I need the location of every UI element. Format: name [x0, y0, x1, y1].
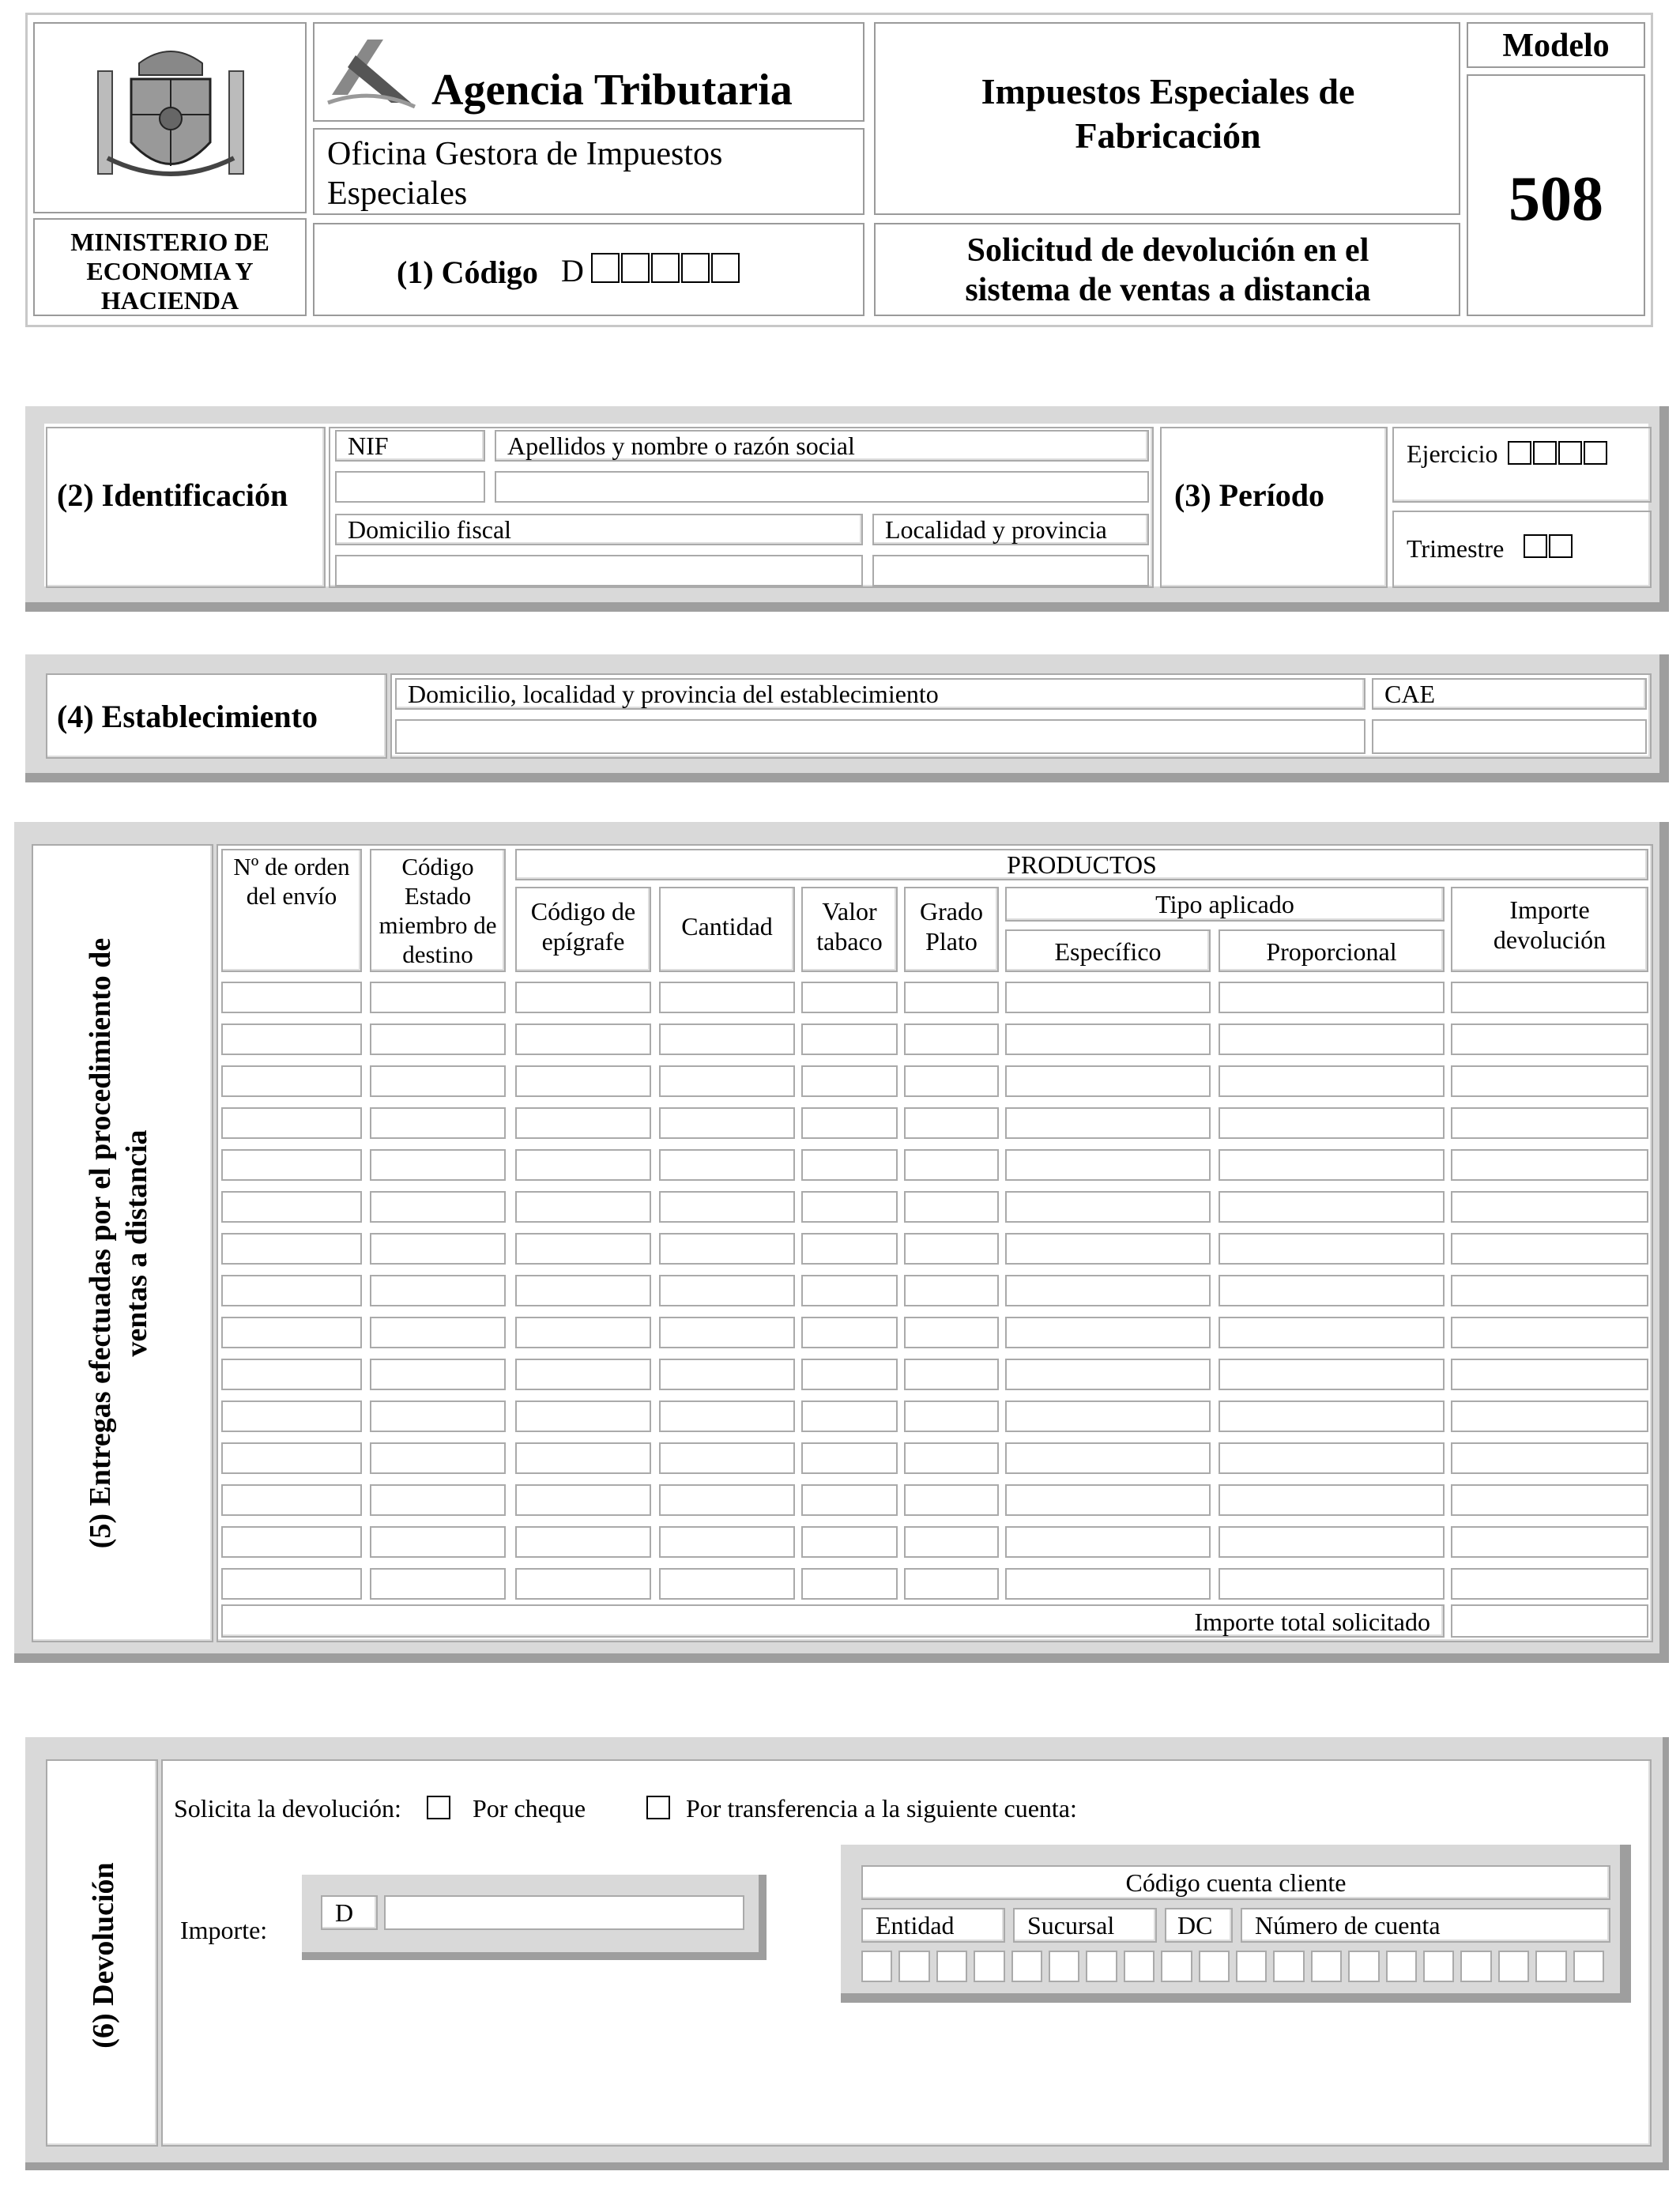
table-cell-input[interactable]: [515, 1442, 651, 1474]
table-cell-input[interactable]: [801, 1107, 898, 1139]
table-cell-input[interactable]: [1451, 1107, 1648, 1139]
table-cell-input[interactable]: [801, 1065, 898, 1097]
table-cell-input[interactable]: [1451, 1484, 1648, 1516]
agency-panel: [313, 22, 864, 122]
tax-title: Impuestos Especiales de Fabricación: [981, 71, 1355, 156]
cuenta-digit-box[interactable]: [1236, 1951, 1267, 1982]
table-cell-input[interactable]: [659, 1526, 795, 1558]
table-cell-input[interactable]: [370, 1275, 506, 1306]
table-cell-input[interactable]: [1451, 982, 1648, 1013]
cuenta-digit-box[interactable]: [974, 1951, 1004, 1982]
col-epigrafe-label: Código de epígrafe: [530, 897, 636, 956]
table-cell-input[interactable]: [515, 1317, 651, 1348]
table-cell-input[interactable]: [515, 1233, 651, 1265]
table-cell-input[interactable]: [515, 982, 651, 1013]
col-valor-header: [801, 887, 898, 972]
devolucion-title-box: [46, 1759, 158, 2147]
col-grado-header: [904, 887, 999, 972]
table-cell-input[interactable]: [1451, 1065, 1648, 1097]
table-cell-input[interactable]: [515, 1568, 651, 1600]
table-cell-input[interactable]: [221, 1275, 362, 1306]
agency-logo-icon: [324, 32, 419, 111]
table-cell-input[interactable]: [801, 982, 898, 1013]
table-cell-input[interactable]: [1451, 1442, 1648, 1474]
transferencia-label: Por transferencia a la siguiente cuenta:: [686, 1794, 1077, 1823]
cuenta-digit-box[interactable]: [1460, 1951, 1491, 1982]
table-cell-input[interactable]: [515, 1484, 651, 1516]
form-subtitle-panel: [874, 223, 1460, 316]
table-cell-input[interactable]: [1451, 1359, 1648, 1390]
modelo-label-panel: [1467, 22, 1645, 68]
domicilio-label-cell: [335, 514, 863, 545]
modelo-number: 508: [1509, 164, 1603, 234]
table-cell-input[interactable]: [904, 982, 999, 1013]
table-cell-input[interactable]: [659, 1568, 795, 1600]
coat-of-arms-panel: [33, 22, 307, 213]
cuenta-digit-box[interactable]: [1498, 1951, 1529, 1982]
nif-label-cell: [335, 430, 485, 462]
code-label: (1) Código: [397, 254, 538, 290]
name-input[interactable]: [495, 471, 1149, 503]
table-cell-input[interactable]: [370, 1191, 506, 1223]
ejercicio-boxes[interactable]: [1508, 441, 1609, 465]
table-cell-input[interactable]: [515, 1065, 651, 1097]
importe-label: Importe:: [180, 1916, 268, 1944]
table-cell-input[interactable]: [370, 1023, 506, 1055]
table-cell-input[interactable]: [221, 1442, 362, 1474]
table-cell-input[interactable]: [1219, 1526, 1445, 1558]
coat-of-arms-icon: [92, 40, 250, 198]
table-cell-input[interactable]: [1005, 1484, 1211, 1516]
table-cell-input[interactable]: [659, 1149, 795, 1181]
table-cell-input[interactable]: [904, 1191, 999, 1223]
table-cell-input[interactable]: [1005, 1317, 1211, 1348]
entregas-title-box: [32, 844, 213, 1642]
table-cell-input[interactable]: [904, 1023, 999, 1055]
table-cell-input[interactable]: [904, 1317, 999, 1348]
table-cell-input[interactable]: [370, 982, 506, 1013]
col-importe-header: [1451, 887, 1648, 972]
code-boxes[interactable]: [591, 253, 741, 283]
cuenta-digit-box[interactable]: [898, 1951, 929, 1982]
table-cell-input[interactable]: [1219, 1149, 1445, 1181]
trimestre-boxes[interactable]: [1524, 534, 1574, 558]
cuenta-digit-box[interactable]: [1423, 1951, 1454, 1982]
table-cell-input[interactable]: [515, 1359, 651, 1390]
col-estado-header: [370, 849, 506, 972]
table-cell-input[interactable]: [904, 1149, 999, 1181]
col-importe-label: Importe devolución: [1493, 895, 1607, 954]
col-orden-label: Nº de orden del envío: [233, 853, 350, 910]
table-cell-input[interactable]: [801, 1442, 898, 1474]
ministry-name: MINISTERIO DE ECONOMIA Y HACIENDA: [70, 228, 269, 315]
table-cell-input[interactable]: [1451, 1023, 1648, 1055]
localidad-label-cell: [872, 514, 1149, 545]
table-cell-input[interactable]: [801, 1484, 898, 1516]
entidad-cell: [861, 1908, 1005, 1943]
entregas-title-line1: (5) Entregas efectuadas por el procedimiento de: [84, 937, 117, 1549]
col-proporcional-label: Proporcional: [1266, 937, 1397, 966]
table-cell-input[interactable]: [515, 1191, 651, 1223]
table-cell-input[interactable]: [904, 1442, 999, 1474]
col-estado-label: Código Estado miembro de destino: [379, 853, 497, 968]
table-cell-input[interactable]: [1005, 1149, 1211, 1181]
est-domicilio-input[interactable]: [395, 719, 1365, 754]
table-cell-input[interactable]: [904, 1526, 999, 1558]
entidad-label: Entidad: [876, 1911, 955, 1940]
table-cell-input[interactable]: [1219, 1065, 1445, 1097]
table-cell-input[interactable]: [659, 1065, 795, 1097]
table-cell-input[interactable]: [659, 982, 795, 1013]
sucursal-label: Sucursal: [1027, 1911, 1115, 1940]
dc-label: DC: [1177, 1911, 1213, 1940]
table-cell-input[interactable]: [904, 1400, 999, 1432]
table-cell-input[interactable]: [801, 1149, 898, 1181]
tipo-aplicado-label: Tipo aplicado: [1155, 890, 1294, 918]
productos-header: [515, 849, 1648, 880]
devolucion-title: (6) Devolución: [87, 1862, 120, 2049]
name-label: Apellidos y nombre o razón social: [507, 432, 855, 460]
table-cell-input[interactable]: [904, 1359, 999, 1390]
table-cell-input[interactable]: [1219, 1484, 1445, 1516]
table-cell-input[interactable]: [1219, 1568, 1445, 1600]
cuenta-title: Código cuenta cliente: [1125, 1868, 1347, 1897]
table-cell-input[interactable]: [801, 1275, 898, 1306]
tax-title-panel: [874, 22, 1460, 215]
table-cell-input[interactable]: [1219, 982, 1445, 1013]
table-cell-input[interactable]: [221, 1065, 362, 1097]
table-cell-input[interactable]: [370, 1317, 506, 1348]
table-cell-input[interactable]: [904, 1568, 999, 1600]
col-orden-header: [221, 849, 362, 972]
table-cell-input[interactable]: [801, 1317, 898, 1348]
form-subtitle: Solicitud de devolución en el sistema de ventas a distancia: [965, 232, 1371, 308]
dc-cell: [1165, 1908, 1233, 1943]
table-cell-input[interactable]: [659, 1233, 795, 1265]
cuenta-digit-box[interactable]: [1348, 1951, 1379, 1982]
trimestre-cell: [1392, 511, 1652, 588]
office-name: Oficina Gestora de Impuestos Especiales: [327, 136, 723, 212]
table-cell-input[interactable]: [904, 1107, 999, 1139]
table-cell-input[interactable]: [1005, 1023, 1211, 1055]
sucursal-cell: [1013, 1908, 1157, 1943]
cuenta-digit-box[interactable]: [1199, 1951, 1230, 1982]
table-cell-input[interactable]: [801, 1233, 898, 1265]
table-cell-input[interactable]: [659, 1317, 795, 1348]
establecimiento-title-box: [46, 673, 387, 759]
table-cell-input[interactable]: [801, 1359, 898, 1390]
cuenta-digit-box[interactable]: [1124, 1951, 1155, 1982]
transferencia-checkbox[interactable]: [646, 1796, 670, 1819]
ejercicio-label: Ejercicio: [1407, 439, 1498, 468]
col-especifico-label: Específico: [1054, 937, 1162, 966]
code-panel: [313, 223, 864, 316]
entregas-title: [82, 848, 158, 1638]
cae-label: CAE: [1384, 680, 1435, 708]
table-cell-input[interactable]: [1005, 1107, 1211, 1139]
cuenta-digit-box[interactable]: [1573, 1951, 1604, 1982]
table-cell-input[interactable]: [904, 1233, 999, 1265]
cae-label-cell: [1372, 678, 1647, 710]
cheque-label: Por cheque: [473, 1794, 586, 1823]
col-especifico-header: [1005, 929, 1211, 972]
table-cell-input[interactable]: [1005, 1233, 1211, 1265]
total-label: Importe total solicitado: [1194, 1608, 1430, 1636]
table-cell-input[interactable]: [1005, 1442, 1211, 1474]
table-cell-input[interactable]: [1005, 1191, 1211, 1223]
table-cell-input[interactable]: [659, 1107, 795, 1139]
table-cell-input[interactable]: [659, 1191, 795, 1223]
col-cantidad-header: [659, 887, 795, 972]
table-cell-input[interactable]: [1451, 1233, 1648, 1265]
nif-label: NIF: [348, 432, 389, 460]
table-cell-input[interactable]: [1005, 982, 1211, 1013]
cuenta-digit-box[interactable]: [1049, 1951, 1079, 1982]
cuenta-digit-box[interactable]: [861, 1951, 892, 1982]
table-cell-input[interactable]: [1005, 1568, 1211, 1600]
name-label-cell: [495, 430, 1149, 462]
table-cell-input[interactable]: [1219, 1359, 1445, 1390]
table-cell-input[interactable]: [370, 1526, 506, 1558]
table-cell-input[interactable]: [659, 1400, 795, 1432]
entregas-title-line2: ventas a distancia: [120, 1129, 153, 1357]
table-cell-input[interactable]: [1451, 1568, 1648, 1600]
modelo-number-panel: [1467, 74, 1645, 316]
table-cell-input[interactable]: [221, 1359, 362, 1390]
table-cell-input[interactable]: [370, 1107, 506, 1139]
cuenta-digit-box[interactable]: [936, 1951, 967, 1982]
table-cell-input[interactable]: [801, 1400, 898, 1432]
table-cell-input[interactable]: [1219, 1317, 1445, 1348]
identificacion-title: (2) Identificación: [57, 477, 288, 513]
ministry-panel: [33, 218, 307, 316]
table-cell-input[interactable]: [1219, 1275, 1445, 1306]
agency-name: Agencia Tributaria: [431, 66, 793, 115]
importe-prefix-cell: [321, 1895, 378, 1930]
solicita-label: Solicita la devolución:: [174, 1794, 401, 1823]
cuenta-digit-box[interactable]: [1011, 1951, 1042, 1982]
domicilio-input[interactable]: [335, 555, 863, 586]
table-cell-input[interactable]: [370, 1065, 506, 1097]
table-cell-input[interactable]: [221, 1400, 362, 1432]
table-cell-input[interactable]: [1451, 1191, 1648, 1223]
col-proporcional-header: [1219, 929, 1445, 972]
est-domicilio-label-cell: [395, 678, 1365, 710]
table-cell-input[interactable]: [370, 1484, 506, 1516]
establecimiento-title: (4) Establecimiento: [57, 699, 318, 734]
identificacion-title-box: [46, 427, 326, 588]
table-cell-input[interactable]: [659, 1442, 795, 1474]
office-panel: [313, 128, 864, 215]
table-cell-input[interactable]: [370, 1568, 506, 1600]
table-cell-input[interactable]: [370, 1442, 506, 1474]
periodo-title: (3) Período: [1174, 477, 1324, 513]
table-cell-input[interactable]: [370, 1233, 506, 1265]
table-cell-input[interactable]: [515, 1023, 651, 1055]
cuenta-title-cell: [861, 1865, 1610, 1900]
table-cell-input[interactable]: [801, 1526, 898, 1558]
numero-label: Número de cuenta: [1255, 1911, 1441, 1940]
table-cell-input[interactable]: [515, 1107, 651, 1139]
table-cell-input[interactable]: [515, 1526, 651, 1558]
col-grado-label: Grado Plato: [920, 897, 983, 956]
table-cell-input[interactable]: [1005, 1275, 1211, 1306]
importe-input[interactable]: [384, 1895, 744, 1930]
table-cell-input[interactable]: [221, 1317, 362, 1348]
table-cell-input[interactable]: [221, 1023, 362, 1055]
table-cell-input[interactable]: [221, 1233, 362, 1265]
table-cell-input[interactable]: [370, 1359, 506, 1390]
cuenta-digit-box[interactable]: [1386, 1951, 1417, 1982]
col-cantidad-label: Cantidad: [681, 912, 773, 941]
cheque-checkbox[interactable]: [427, 1796, 450, 1819]
localidad-input[interactable]: [872, 555, 1149, 586]
numero-cell: [1241, 1908, 1610, 1943]
table-cell-input[interactable]: [1219, 1442, 1445, 1474]
table-cell-input[interactable]: [904, 1065, 999, 1097]
ejercicio-cell: [1392, 427, 1652, 503]
table-cell-input[interactable]: [1219, 1023, 1445, 1055]
table-cell-input[interactable]: [801, 1023, 898, 1055]
table-cell-input[interactable]: [1219, 1400, 1445, 1432]
cuenta-digit-box[interactable]: [1311, 1951, 1342, 1982]
table-cell-input[interactable]: [1451, 1317, 1648, 1348]
table-cell-input[interactable]: [221, 1526, 362, 1558]
code-prefix: D: [561, 253, 584, 288]
table-cell-input[interactable]: [801, 1191, 898, 1223]
table-cell-input[interactable]: [1451, 1526, 1648, 1558]
table-cell-input[interactable]: [1451, 1400, 1648, 1432]
table-cell-input[interactable]: [659, 1023, 795, 1055]
table-cell-input[interactable]: [904, 1484, 999, 1516]
table-cell-input[interactable]: [515, 1275, 651, 1306]
col-valor-label: Valor tabaco: [816, 897, 883, 956]
table-cell-input[interactable]: [221, 1149, 362, 1181]
domicilio-label: Domicilio fiscal: [348, 515, 512, 544]
tipo-aplicado-header: [1005, 887, 1445, 922]
table-cell-input[interactable]: [1219, 1233, 1445, 1265]
table-cell-input[interactable]: [1005, 1065, 1211, 1097]
cuenta-digit-box[interactable]: [1273, 1951, 1304, 1982]
table-cell-input[interactable]: [221, 1568, 362, 1600]
cuenta-digit-box[interactable]: [1535, 1951, 1566, 1982]
total-label-cell: [221, 1604, 1445, 1638]
table-cell-input[interactable]: [659, 1359, 795, 1390]
table-cell-input[interactable]: [904, 1275, 999, 1306]
table-cell-input[interactable]: [221, 1484, 362, 1516]
total-input[interactable]: [1451, 1604, 1648, 1638]
table-cell-input[interactable]: [1219, 1191, 1445, 1223]
cae-input[interactable]: [1372, 719, 1647, 754]
table-cell-input[interactable]: [370, 1149, 506, 1181]
est-domicilio-label: Domicilio, localidad y provincia del establecimiento: [408, 680, 939, 708]
table-cell-input[interactable]: [221, 982, 362, 1013]
cuenta-digit-box[interactable]: [1161, 1951, 1192, 1982]
table-cell-input[interactable]: [221, 1191, 362, 1223]
table-cell-input[interactable]: [370, 1400, 506, 1432]
periodo-title-box: [1160, 427, 1388, 588]
table-cell-input[interactable]: [1451, 1275, 1648, 1306]
table-cell-input[interactable]: [659, 1484, 795, 1516]
table-cell-input[interactable]: [221, 1107, 362, 1139]
cuenta-digit-box[interactable]: [1086, 1951, 1117, 1982]
productos-label: PRODUCTOS: [1007, 850, 1157, 879]
table-cell-input[interactable]: [659, 1275, 795, 1306]
table-cell-input[interactable]: [1005, 1359, 1211, 1390]
importe-prefix: D: [335, 1898, 354, 1927]
localidad-label: Localidad y provincia: [885, 515, 1107, 544]
col-epigrafe-header: [515, 887, 651, 972]
table-cell-input[interactable]: [801, 1568, 898, 1600]
table-cell-input[interactable]: [1005, 1400, 1211, 1432]
table-cell-input[interactable]: [515, 1400, 651, 1432]
table-cell-input[interactable]: [1451, 1149, 1648, 1181]
modelo-label: Modelo: [1502, 28, 1610, 64]
table-cell-input[interactable]: [1219, 1107, 1445, 1139]
table-cell-input[interactable]: [515, 1149, 651, 1181]
table-cell-input[interactable]: [1005, 1526, 1211, 1558]
nif-input[interactable]: [335, 471, 485, 503]
trimestre-label: Trimestre: [1407, 534, 1505, 563]
